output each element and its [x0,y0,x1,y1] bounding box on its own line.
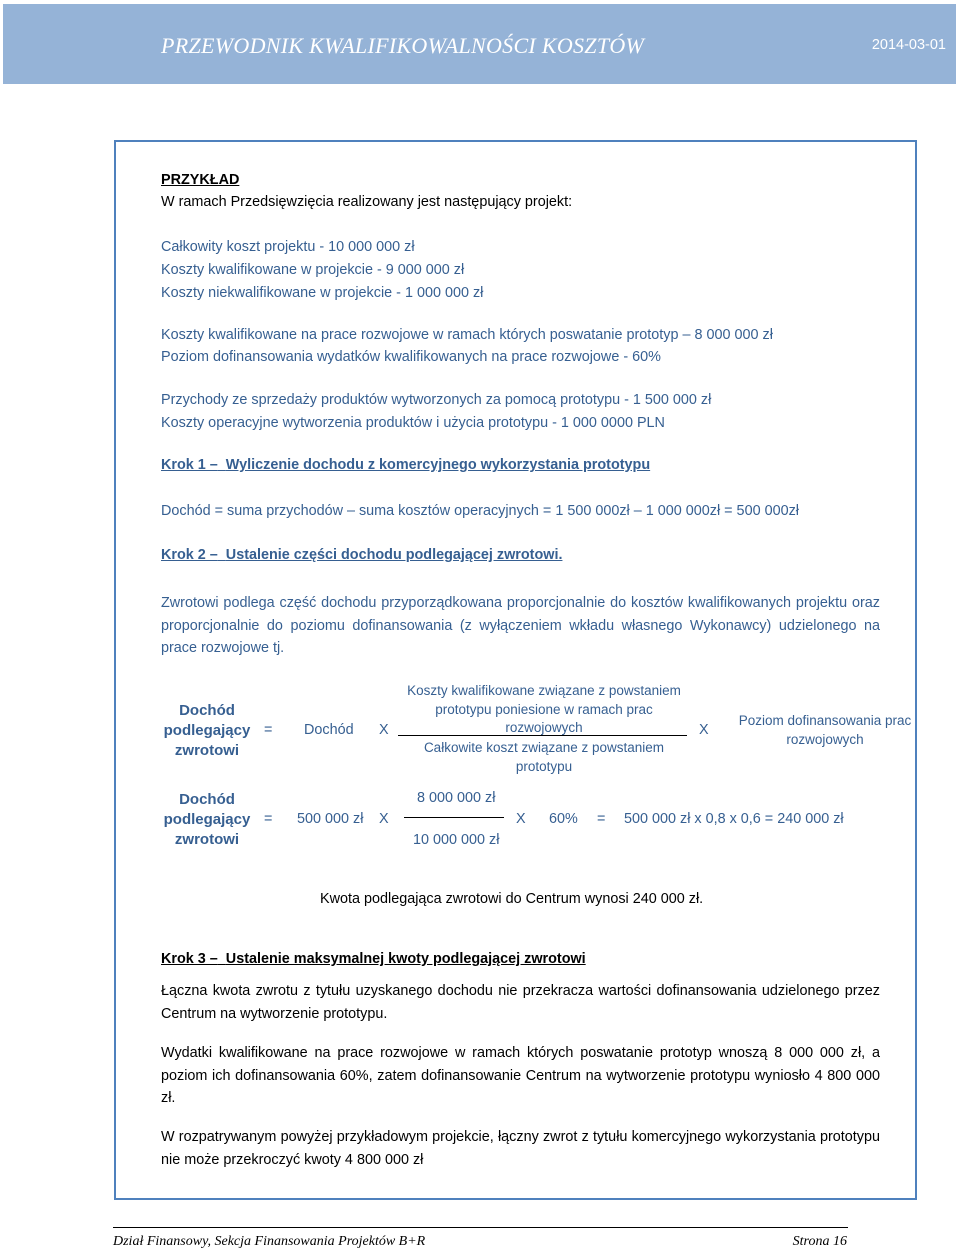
formula-general-times2: X [699,722,709,738]
document-date: 2014-03-01 [871,37,946,53]
example-intro: W ramach Przedsięwzięcia realizowany jest następujący projekt: [161,194,573,210]
document-title: PRZEWODNIK KWALIFIKOWALNOŚCI KOSZTÓW [161,33,645,58]
step3-label: Krok 3 – [161,951,218,967]
formula-numeric-result: 500 000 zł x 0,8 x 0,6 = 240 000 zł [624,811,844,827]
footer-divider [113,1227,848,1228]
formula-numeric-numerator: 8 000 000 zł [417,790,496,806]
ineligible-cost: Koszty niekwalifikowane w projekcie - 1 000 000 zł [161,285,484,301]
step3-paragraph-1: Łączna kwota zwrotu z tytułu uzyskanego dochodu nie przekracza wartości dofinansowania udzielonego przez Centrum na wytworzenie prototypu. [161,983,880,1022]
step2-title: Ustalenie części dochodu podlegającej zwrotowi. [225,547,563,563]
step2-paragraph: Zwrotowi podlega część dochodu przyporządkowana proporcjonalnie do kosztów kwalifikowanych projektu oraz proporcjonalnie do poziomu dofinansowania (z wyłączeniem wkładu własnego Wykonawcy) udzielonego na prace rozwojowe tj. [161,595,880,656]
operating-costs: Koszty operacyjne wytworzenia produktów i użycia prototypu - 1 000 0000 PLN [161,415,665,431]
conclusion: Kwota podlegająca zwrotowi do Centrum wynosi 240 000 zł. [320,891,704,907]
formula-numeric-lhs: Dochód podlegający zwrotowi [163,791,251,848]
formula-general-funding: Poziom dofinansowania prac rozwojowych [738,713,912,747]
formula-general-denominator: Całkowite koszt związane z powstaniem prototypu [423,740,665,774]
revenue: Przychody ze sprzedaży produktów wytworzonych za pomocą prototypu - 1 500 000 zł [161,392,712,408]
formula-numeric-fraction-line [404,817,504,818]
step1-label: Krok 1 – [161,457,218,473]
formula-numeric-times1: X [379,811,389,827]
step3-title: Ustalenie maksymalnej kwoty podlegającej zwrotowi [225,951,586,967]
formula-general-fraction-line [398,735,687,736]
formula-general-times1: X [379,722,389,738]
formula-general-eq: = [264,722,273,738]
formula-general-income: Dochód [304,722,354,738]
example-heading: PRZYKŁAD [161,172,240,188]
formula-general-numerator: Koszty kwalifikowane związane z powstaniem prototypu poniesione w ramach prac rozwojowych [407,683,681,735]
footer-page-number: Strona 16 [792,1234,847,1249]
rd-costs: Koszty kwalifikowane na prace rozwojowe w ramach których poswatanie prototyp – 8 000 000 zł [161,327,773,343]
formula-general-lhs: Dochód podlegający zwrotowi [163,702,251,759]
eligible-cost: Koszty kwalifikowane w projekcie - 9 000 000 zł [161,262,465,278]
footer-department: Dział Finansowy, Sekcja Finansowania Projektów B+R [113,1234,426,1249]
formula-numeric-income: 500 000 zł [297,811,364,827]
formula-numeric-denominator: 10 000 000 zł [413,832,500,848]
step3-paragraph-2: Wydatki kwalifikowane na prace rozwojowe w ramach których poswatanie prototyp wnoszą 8 000 000 zł, a poziom ich dofinansowania 60%, zatem dofinansowanie Centrum na wytworzenie prototypu wyniosło 4 800 000 zł. [161,1045,880,1106]
page-header [3,4,956,84]
total-cost: Całkowity koszt projektu - 10 000 000 zł [161,239,415,255]
step1-heading [161,457,650,473]
step3-paragraph-3: W rozpatrywanym powyżej przykładowym projekcie, łączny zwrot z tytułu komercyjnego wykorzystania prototypu nie może przekroczyć kwoty 4 800 000 zł [161,1129,880,1168]
formula-numeric-eq2: = [597,811,606,827]
funding-level: Poziom dofinansowania wydatków kwalifikowanych na prace rozwojowe - 60% [161,349,661,365]
step3-heading [161,951,586,967]
formula-numeric-eq: = [264,811,273,827]
step1-formula: Dochód = suma przychodów – suma kosztów operacyjnych = 1 500 000zł – 1 000 000zł = 500 000zł [161,503,799,519]
formula-numeric-times2: X [516,811,526,827]
formula-numeric-percent: 60% [549,811,578,827]
step1-title: Wyliczenie dochodu z komercyjnego wykorzystania prototypu [225,457,651,473]
step2-heading [161,547,562,563]
step2-label: Krok 2 – [161,547,218,563]
